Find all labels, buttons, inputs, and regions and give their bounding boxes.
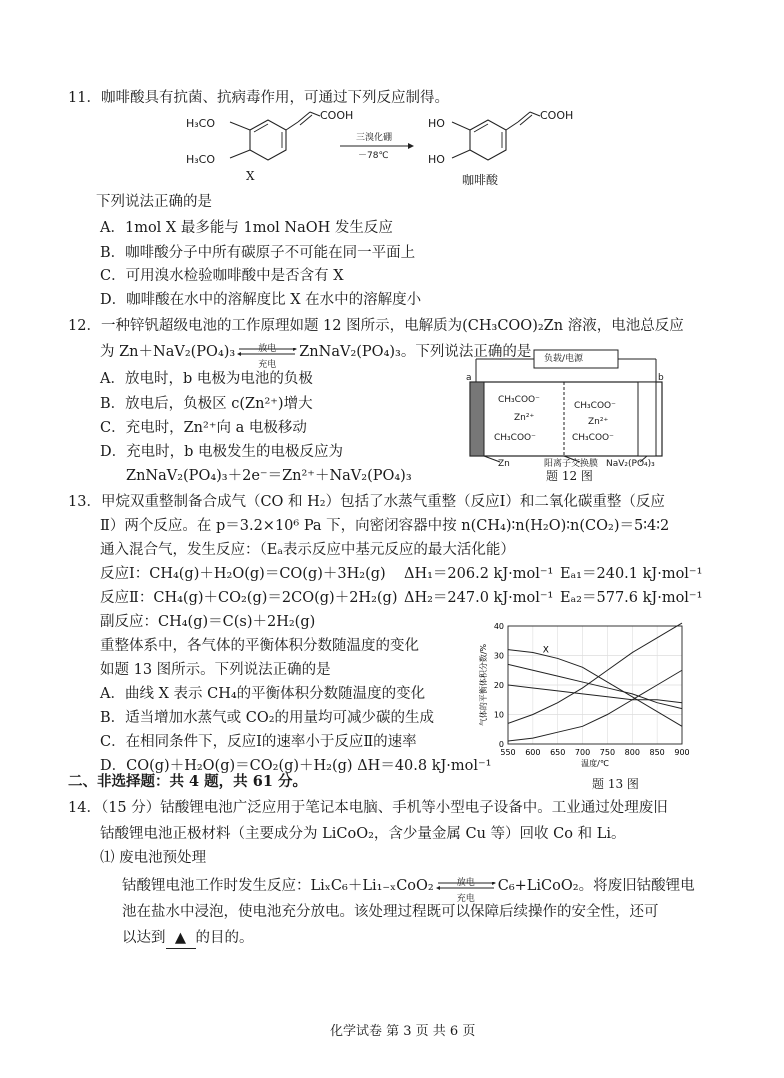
q14-line2: 钴酸锂电池正极材料（主要成分为 LiCoO₂，含少量金属 Cu 等）回收 Co 和 Li。 — [100, 826, 626, 842]
q13-reaction2: 反应Ⅱ：CH₄(g)＋CO₂(g)＝2CO(g)＋2H₂(g) — [100, 590, 398, 606]
series-line-4 — [508, 685, 682, 703]
q11-option-b: B．咖啡酸分子中所有碳原子不可能在同一平面上 — [100, 245, 416, 261]
q13-option-c: C．在相同条件下，反应Ⅰ的速率小于反应Ⅱ的速率 — [100, 734, 417, 750]
y-tick-label: 0 — [498, 740, 504, 749]
q12-caption: 题 12 图 — [546, 469, 593, 483]
q12-battery-figure — [464, 344, 669, 484]
q14-p2: 池在盐水中浸泡，使电池充分放电。该处理过程既可以保障后续操作的安全性，还可 — [122, 904, 659, 920]
x-tick-label: 750 — [599, 748, 616, 757]
q12-option-a: A．放电时，b 电极为电池的负极 — [100, 371, 313, 387]
q12-equilibrium-arrow — [237, 343, 297, 370]
chart-svg — [474, 618, 694, 776]
section2-heading: 二、非选择题：共 4 题，共 61 分。 — [68, 773, 307, 790]
y-axis-label: 气体的平衡体积分数/% — [479, 643, 488, 727]
reagent-bottom: －78℃ — [358, 151, 389, 161]
q11-prompt: 下列说法正确的是 — [96, 194, 212, 210]
y-tick-label: 30 — [493, 651, 504, 661]
load-label: 负载/电源 — [544, 354, 584, 364]
q14-p3-end: 的目的。 — [195, 930, 254, 946]
q13-reaction1-ea: Eₐ₁＝240.1 kJ·mol⁻¹ — [560, 566, 703, 582]
cathode-label: NaV₂(PO₄)₃ — [606, 459, 655, 469]
q14-eq-right: C₆+LiCoO₂。将废旧钴酸锂电 — [497, 878, 695, 894]
reactant-methoxy-1: H₃CO — [186, 117, 216, 130]
arrow-bottom-label: 充电 — [258, 360, 277, 370]
x-tick-label: 650 — [550, 748, 566, 757]
q14-line1: 14．（15 分）钴酸锂电池广泛应用于笔记本电脑、手机等小型电子设备中。工业通过处理废旧 — [68, 800, 668, 816]
q13-reaction1-dh: ΔH₁＝206.2 kJ·mol⁻¹ — [404, 566, 554, 582]
q14-p3-start: 以达到 — [122, 930, 166, 946]
q11-reaction-figure — [180, 108, 600, 190]
right-ion-2: Zn²⁺ — [588, 417, 609, 427]
q13-line3: 通入混合气，发生反应：（Eₐ表示反应中基元反应的最大活化能） — [100, 542, 515, 558]
y-tick-label: 20 — [493, 681, 504, 690]
product-hydroxy-2: HO — [428, 153, 445, 166]
q13-reaction1: 反应Ⅰ：CH₄(g)＋H₂O(g)＝CO(g)＋3H₂(g) — [100, 566, 386, 582]
q12-option-b: B．放电后，负极区 c(Zn²⁺)增大 — [100, 396, 313, 412]
q13-option-b: B．适当增加水蒸气或 CO₂的用量均可减少碳的生成 — [100, 710, 435, 726]
right-ion-3: CH₃COO⁻ — [572, 433, 614, 443]
product-label: 咖啡酸 — [462, 173, 499, 187]
q12-option-d-equation: ZnNaV₂(PO₄)₃＋2e⁻＝Zn²⁺＋NaV₂(PO₄)₃ — [126, 468, 412, 484]
x-tick-label: 900 — [674, 748, 690, 757]
zn-label: Zn — [498, 459, 510, 469]
x-tick-label: 850 — [649, 748, 665, 757]
x-tick-label: 600 — [525, 748, 541, 757]
series-line-2 — [508, 623, 682, 723]
q12-option-c: C．充电时，Zn²⁺向 a 电极移动 — [100, 420, 307, 436]
q14-sub1: ⑴ 废电池预处理 — [100, 850, 207, 866]
left-ion-2: Zn²⁺ — [514, 413, 535, 423]
q13-line1: 13．甲烷双重整制备合成气（CO 和 H₂）包括了水蒸气重整（反应Ⅰ）和二氧化碳重整（反应 — [68, 494, 665, 510]
right-ion-1: CH₃COO⁻ — [574, 401, 616, 411]
arrow-top-label: 放电 — [258, 344, 277, 354]
q12-eq-right: ZnNaV₂(PO₄)₃。下列说法正确的是 — [299, 344, 532, 360]
electrode-a-label: a — [466, 373, 472, 383]
q12-line1: 12．一种锌钒超级电池的工作原理如题 12 图所示，电解质为(CH₃COO)₂Zn 溶液，电池总反应 — [68, 318, 684, 334]
q13-caption: 题 13 图 — [592, 777, 639, 791]
q13-option-d: D．CO(g)＋H₂O(g)＝CO₂(g)＋H₂(g) ΔH＝40.8 kJ·mol⁻¹ — [100, 758, 492, 774]
arrow-top-label: 放电 — [456, 878, 475, 888]
q14-answer-blank: ▲ — [166, 928, 196, 949]
arrow-bottom-label: 充电 — [456, 894, 475, 904]
reactant-cooh: COOH — [320, 109, 354, 122]
q13-chart — [474, 618, 694, 796]
q13-line2: Ⅱ）两个反应。在 p＝3.2×10⁶ Pa 下，向密闭容器中按 n(CH₄)∶n(H₂O)∶n(CO₂)＝5∶4∶2 — [100, 518, 670, 534]
q13-option-a: A．曲线 X 表示 CH₄的平衡体积分数随温度的变化 — [100, 686, 426, 702]
q14-p3 — [122, 928, 254, 949]
q14-p1 — [122, 876, 695, 904]
reactant-methoxy-2: H₃CO — [186, 153, 216, 166]
x-tick-label: 800 — [624, 748, 640, 757]
q13-desc1: 重整体系中，各气体的平衡体积分数随温度的变化 — [100, 638, 419, 654]
q13-reaction2-ea: Eₐ₂＝577.6 kJ·mol⁻¹ — [560, 590, 703, 606]
q11-option-a: A．1mol X 最多能与 1mol NaOH 发生反应 — [100, 220, 393, 236]
q11-option-c: C．可用溴水检验咖啡酸中是否含有 X — [100, 268, 344, 284]
q13-side-reaction: 副反应：CH₄(g)＝C(s)＋2H₂(g) — [100, 614, 316, 630]
q14-eq-left: 钴酸锂电池工作时发生反应：LiₓC₆＋Li₁₋ₓCoO₂ — [122, 878, 434, 894]
product-cooh: COOH — [540, 109, 574, 122]
y-tick-label: 10 — [493, 710, 504, 720]
curve-x-annotation: X — [542, 645, 549, 656]
page-footer: 化学试卷 第 3 页 共 6 页 — [330, 1024, 476, 1039]
reaction-structures — [180, 108, 600, 190]
electrode-b-label: b — [658, 373, 664, 383]
q11-option-d: D．咖啡酸在水中的溶解度比 X 在水中的溶解度小 — [100, 292, 422, 308]
membrane-label: 阳离子交换膜 — [544, 459, 599, 469]
series-line-3 — [508, 664, 682, 708]
q13-desc2: 如题 13 图所示。下列说法正确的是 — [100, 662, 331, 678]
q14-equilibrium-arrow — [436, 877, 496, 904]
reactant-label: X — [246, 169, 255, 183]
q12-eq-left: 为 Zn＋NaV₂(PO₄)₃ — [100, 344, 236, 360]
q13-reaction2-dh: ΔH₂＝247.0 kJ·mol⁻¹ — [404, 590, 554, 606]
x-tick-label: 550 — [500, 748, 516, 757]
left-ion-1: CH₃COO⁻ — [498, 395, 540, 405]
reagent-top: 三溴化硼 — [356, 133, 393, 143]
q12-option-d: D．充电时，b 电极发生的电极反应为 — [100, 444, 344, 460]
left-ion-3: CH₃COO⁻ — [494, 433, 536, 443]
x-tick-label: 700 — [574, 748, 591, 757]
product-hydroxy-1: HO — [428, 117, 445, 130]
y-tick-label: 40 — [493, 622, 504, 631]
x-axis-label: 温度/℃ — [581, 759, 609, 768]
q11-stem: 11．咖啡酸具有抗菌、抗病毒作用，可通过下列反应制得。 — [68, 90, 449, 106]
series-line-5 — [508, 670, 682, 741]
